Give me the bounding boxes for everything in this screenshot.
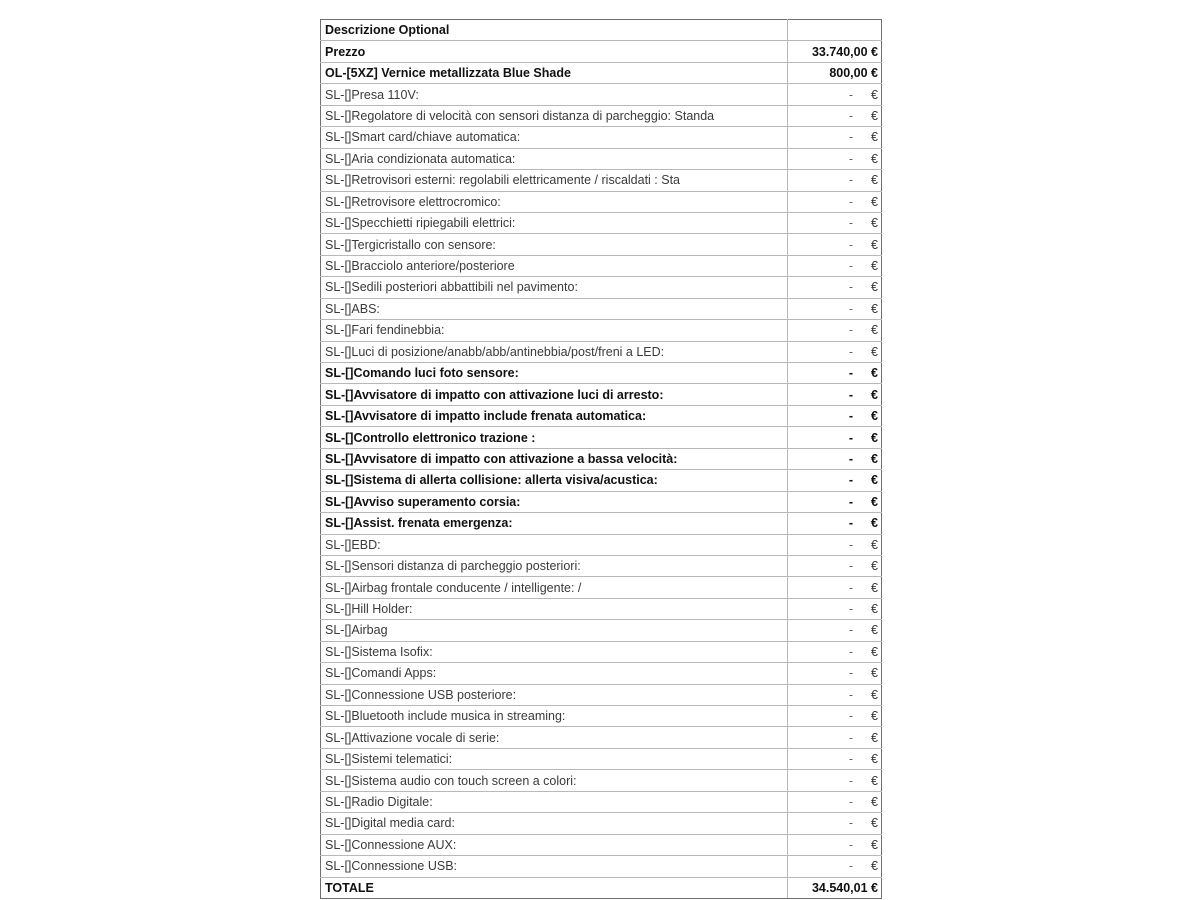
item-currency-symbol: € (871, 280, 878, 295)
item-description: SL-[]Retrovisore elettrocromico: (321, 191, 788, 212)
item-amount-dash: - (848, 559, 854, 574)
item-amount (788, 598, 882, 619)
item-currency-symbol: € (871, 130, 878, 145)
item-amount (788, 513, 882, 534)
table-row (321, 684, 882, 705)
item-amount-dash: - (848, 537, 854, 552)
item-amount (788, 170, 882, 191)
item-description: SL-[]Specchietti ripiegabili elettrici: (321, 212, 788, 233)
item-amount-dash: - (848, 687, 854, 702)
header-amount-cell (788, 20, 882, 41)
optional-price-table (320, 19, 882, 899)
item-description: SL-[]Sistema Isofix: (321, 641, 788, 662)
item-amount-value (792, 363, 878, 383)
item-description: SL-[]Airbag (321, 620, 788, 641)
item-amount-value (792, 749, 878, 769)
item-amount-value (792, 535, 878, 555)
item-description: SL-[]Luci di posizione/anabb/abb/antinebbia/post/freni a LED: (321, 341, 788, 362)
item-currency-symbol: € (871, 173, 878, 188)
item-amount (788, 427, 882, 448)
item-currency-symbol: € (871, 451, 878, 466)
item-description: SL-[]Aria condizionata automatica: (321, 148, 788, 169)
item-currency-symbol: € (871, 816, 878, 831)
item-amount-dash: - (848, 816, 854, 831)
item-amount (788, 663, 882, 684)
item-amount (788, 684, 882, 705)
item-description: SL-[]Avviso superamento corsia: (321, 491, 788, 512)
item-amount (788, 727, 882, 748)
table-row (321, 448, 882, 469)
item-amount-value (792, 235, 878, 255)
item-currency-symbol: € (871, 409, 878, 424)
item-currency-symbol: € (871, 87, 878, 102)
item-amount (788, 770, 882, 791)
item-amount-dash: - (848, 794, 854, 809)
table-row (321, 706, 882, 727)
item-currency-symbol: € (871, 752, 878, 767)
item-description: SL-[]Fari fendinebbia: (321, 320, 788, 341)
item-amount-dash: - (848, 237, 854, 252)
item-currency-symbol: € (871, 194, 878, 209)
item-description: SL-[]Comando luci foto sensore: (321, 363, 788, 384)
item-currency-symbol: € (871, 108, 878, 123)
table-row (321, 255, 882, 276)
item-amount-dash: - (848, 473, 854, 488)
item-amount-dash: - (848, 580, 854, 595)
table-row (321, 341, 882, 362)
item-currency-symbol: € (871, 473, 878, 488)
header-description-cell: Descrizione Optional (321, 20, 788, 41)
table-row (321, 405, 882, 426)
item-description: SL-[]Bluetooth include musica in streaming: (321, 706, 788, 727)
item-amount-value (792, 85, 878, 105)
item-amount-value (792, 192, 878, 212)
total-value: 34.540,01 € (788, 877, 882, 898)
item-currency-symbol: € (871, 730, 878, 745)
table-row (321, 748, 882, 769)
item-amount (788, 856, 882, 877)
item-amount-dash: - (848, 87, 854, 102)
item-description: SL-[]Attivazione vocale di serie: (321, 727, 788, 748)
item-currency-symbol: € (871, 623, 878, 638)
item-amount-dash: - (848, 108, 854, 123)
item-description: SL-[]Assist. frenata emergenza: (321, 513, 788, 534)
item-amount (788, 384, 882, 405)
table-row (321, 534, 882, 555)
item-currency-symbol: € (871, 773, 878, 788)
table-row (321, 148, 882, 169)
item-amount-dash: - (848, 730, 854, 745)
item-amount-value (792, 578, 878, 598)
item-amount-value (792, 663, 878, 683)
item-description: SL-[]Sedili posteriori abbattibili nel pavimento: (321, 277, 788, 298)
item-amount-value (792, 106, 878, 126)
item-currency-symbol: € (871, 709, 878, 724)
item-currency-symbol: € (871, 366, 878, 381)
item-currency-symbol: € (871, 580, 878, 595)
item-amount-value (792, 406, 878, 426)
item-amount (788, 234, 882, 255)
item-amount-dash: - (848, 666, 854, 681)
item-description: SL-[]Radio Digitale: (321, 791, 788, 812)
table-row (321, 234, 882, 255)
item-amount-dash: - (848, 259, 854, 274)
item-currency-symbol: € (871, 602, 878, 617)
table-body (321, 20, 882, 899)
item-amount-value (792, 470, 878, 490)
table-row (321, 277, 882, 298)
table-row (321, 298, 882, 319)
item-description: SL-[]Sistema audio con touch screen a colori: (321, 770, 788, 791)
item-currency-symbol: € (871, 859, 878, 874)
item-amount-value (792, 856, 878, 876)
item-amount-value (792, 556, 878, 576)
item-amount-value (792, 728, 878, 748)
total-row (321, 877, 882, 898)
item-description: SL-[]Comandi Apps: (321, 663, 788, 684)
item-currency-symbol: € (871, 344, 878, 359)
price-row (321, 41, 882, 62)
item-amount-dash: - (848, 644, 854, 659)
item-amount (788, 405, 882, 426)
item-amount-dash: - (848, 752, 854, 767)
table-row (321, 791, 882, 812)
item-amount-value (792, 835, 878, 855)
item-amount (788, 791, 882, 812)
item-amount-value (792, 342, 878, 362)
item-amount-dash: - (848, 494, 854, 509)
item-amount-value (792, 149, 878, 169)
item-amount (788, 277, 882, 298)
item-amount-value (792, 513, 878, 533)
item-currency-symbol: € (871, 494, 878, 509)
item-currency-symbol: € (871, 259, 878, 274)
item-description: SL-[]Controllo elettronico trazione : (321, 427, 788, 448)
table-row (321, 598, 882, 619)
table-row (321, 727, 882, 748)
item-amount (788, 320, 882, 341)
item-currency-symbol: € (871, 216, 878, 231)
table-row (321, 320, 882, 341)
table-row (321, 620, 882, 641)
item-amount-value (792, 706, 878, 726)
table-row (321, 470, 882, 491)
item-amount-dash: - (848, 709, 854, 724)
item-amount-value (792, 170, 878, 190)
item-amount (788, 555, 882, 576)
table-row (321, 84, 882, 105)
item-currency-symbol: € (871, 387, 878, 402)
item-amount (788, 620, 882, 641)
item-description: SL-[]Connessione USB posteriore: (321, 684, 788, 705)
item-description: SL-[]Avvisatore di impatto con attivazione a bassa velocità: (321, 448, 788, 469)
table-row (321, 127, 882, 148)
item-amount (788, 834, 882, 855)
item-amount-value (792, 256, 878, 276)
item-currency-symbol: € (871, 301, 878, 316)
table-row (321, 856, 882, 877)
item-amount-value (792, 771, 878, 791)
table-row (321, 641, 882, 662)
price-value: 33.740,00 € (788, 41, 882, 62)
item-amount-dash: - (848, 859, 854, 874)
item-amount (788, 105, 882, 126)
table-row (321, 770, 882, 791)
price-label: Prezzo (321, 41, 788, 62)
item-amount-value (792, 642, 878, 662)
table-row (321, 191, 882, 212)
item-amount-dash: - (848, 130, 854, 145)
item-description: SL-[]Digital media card: (321, 813, 788, 834)
optional-price-sheet (320, 19, 881, 899)
item-amount (788, 641, 882, 662)
item-amount-dash: - (848, 409, 854, 424)
table-row (321, 427, 882, 448)
item-currency-symbol: € (871, 537, 878, 552)
item-description: SL-[]Bracciolo anteriore/posteriore (321, 255, 788, 276)
table-row (321, 170, 882, 191)
item-amount (788, 255, 882, 276)
option-label: OL-[5XZ] Vernice metallizzata Blue Shade (321, 62, 788, 83)
item-amount-value (792, 813, 878, 833)
table-row (321, 212, 882, 233)
item-amount-value (792, 620, 878, 640)
item-amount-dash: - (848, 451, 854, 466)
item-amount (788, 341, 882, 362)
table-row (321, 663, 882, 684)
item-currency-symbol: € (871, 644, 878, 659)
item-amount-dash: - (848, 387, 854, 402)
item-description: SL-[]Smart card/chiave automatica: (321, 127, 788, 148)
item-amount-value (792, 428, 878, 448)
item-currency-symbol: € (871, 794, 878, 809)
item-amount-value (792, 385, 878, 405)
item-amount-dash: - (848, 216, 854, 231)
item-currency-symbol: € (871, 516, 878, 531)
item-amount-dash: - (848, 516, 854, 531)
item-description: SL-[]Presa 110V: (321, 84, 788, 105)
item-amount (788, 470, 882, 491)
item-description: SL-[]Regolatore di velocità con sensori distanza di parcheggio: Standa (321, 105, 788, 126)
item-amount-value (792, 492, 878, 512)
item-amount-dash: - (848, 430, 854, 445)
item-amount (788, 577, 882, 598)
item-currency-symbol: € (871, 151, 878, 166)
item-amount-dash: - (848, 602, 854, 617)
item-amount-value (792, 320, 878, 340)
item-amount (788, 813, 882, 834)
header-row (321, 20, 882, 41)
item-description: SL-[]Retrovisori esterni: regolabili elettricamente / riscaldati : Sta (321, 170, 788, 191)
item-description: SL-[]Sistemi telematici: (321, 748, 788, 769)
item-amount-dash: - (848, 837, 854, 852)
item-amount-dash: - (848, 366, 854, 381)
item-description: SL-[]Connessione AUX: (321, 834, 788, 855)
item-amount (788, 534, 882, 555)
item-amount-value (792, 299, 878, 319)
option-row (321, 62, 882, 83)
item-description: SL-[]Tergicristallo con sensore: (321, 234, 788, 255)
item-amount-dash: - (848, 301, 854, 316)
item-amount-value (792, 792, 878, 812)
table-row (321, 555, 882, 576)
item-amount (788, 448, 882, 469)
item-amount (788, 298, 882, 319)
item-amount-value (792, 213, 878, 233)
item-description: SL-[]Sensori distanza di parcheggio posteriori: (321, 555, 788, 576)
item-amount-dash: - (848, 194, 854, 209)
item-description: SL-[]EBD: (321, 534, 788, 555)
item-amount-value (792, 127, 878, 147)
item-amount-dash: - (848, 623, 854, 638)
item-description: SL-[]Airbag frontale conducente / intelligente: / (321, 577, 788, 598)
table-row (321, 491, 882, 512)
item-description: SL-[]Sistema di allerta collisione: allerta visiva/acustica: (321, 470, 788, 491)
item-amount-dash: - (848, 344, 854, 359)
table-row (321, 384, 882, 405)
table-row (321, 363, 882, 384)
item-description: SL-[]Avvisatore di impatto include frenata automatica: (321, 405, 788, 426)
item-description: SL-[]ABS: (321, 298, 788, 319)
item-description: SL-[]Connessione USB: (321, 856, 788, 877)
item-description: SL-[]Hill Holder: (321, 598, 788, 619)
item-amount (788, 363, 882, 384)
item-amount-dash: - (848, 173, 854, 188)
item-amount (788, 127, 882, 148)
item-amount (788, 84, 882, 105)
item-description: SL-[]Avvisatore di impatto con attivazione luci di arresto: (321, 384, 788, 405)
item-amount (788, 491, 882, 512)
item-amount (788, 212, 882, 233)
item-amount-dash: - (848, 323, 854, 338)
item-currency-symbol: € (871, 323, 878, 338)
item-currency-symbol: € (871, 666, 878, 681)
item-currency-symbol: € (871, 430, 878, 445)
item-currency-symbol: € (871, 237, 878, 252)
item-amount (788, 748, 882, 769)
item-amount (788, 706, 882, 727)
item-amount-value (792, 599, 878, 619)
total-label: TOTALE (321, 877, 788, 898)
option-value: 800,00 € (788, 62, 882, 83)
item-amount-dash: - (848, 773, 854, 788)
item-amount-dash: - (848, 151, 854, 166)
item-amount-value (792, 449, 878, 469)
item-amount-value (792, 277, 878, 297)
table-row (321, 813, 882, 834)
item-amount-dash: - (848, 280, 854, 295)
table-row (321, 105, 882, 126)
item-amount-value (792, 685, 878, 705)
table-row (321, 577, 882, 598)
item-currency-symbol: € (871, 837, 878, 852)
item-amount (788, 191, 882, 212)
table-row (321, 513, 882, 534)
item-amount (788, 148, 882, 169)
table-row (321, 834, 882, 855)
item-currency-symbol: € (871, 687, 878, 702)
item-currency-symbol: € (871, 559, 878, 574)
